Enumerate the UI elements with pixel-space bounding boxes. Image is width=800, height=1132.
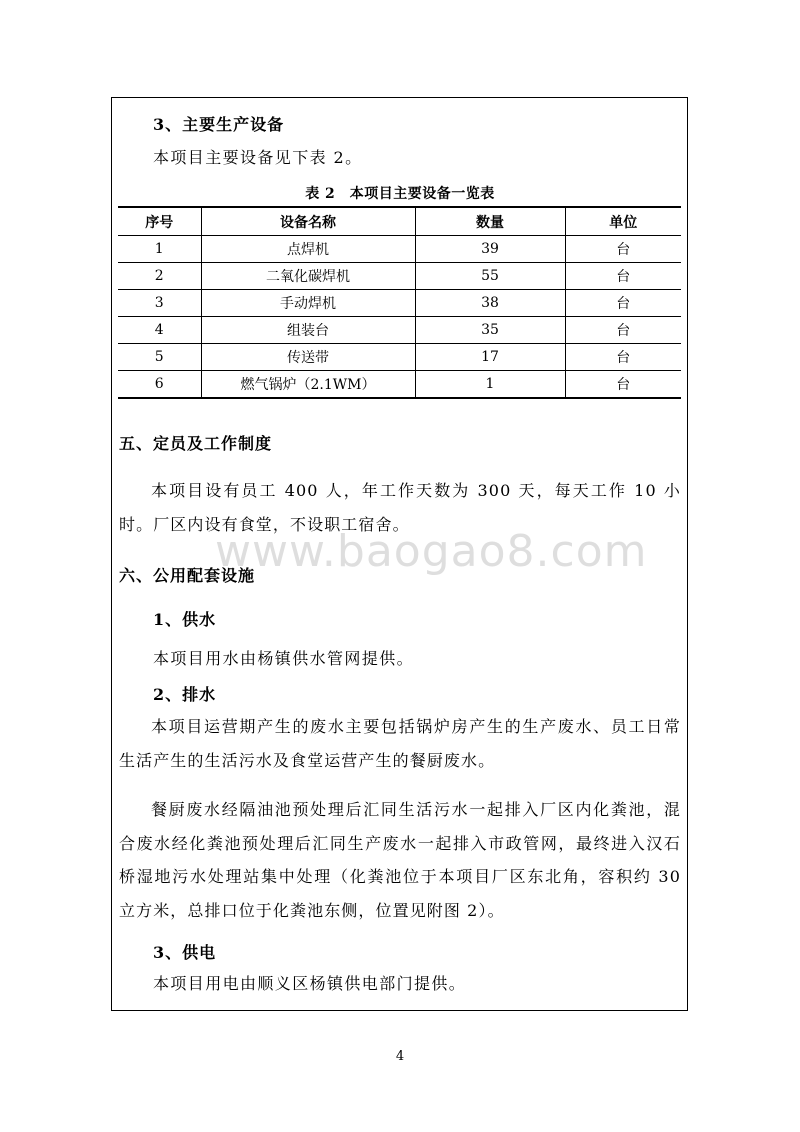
cell-unit: 台: [565, 317, 681, 344]
section3-heading: 3、主要生产设备: [153, 115, 285, 134]
table-header-row: [118, 207, 681, 236]
watermark-text: www.baogao8.com: [215, 526, 648, 577]
table-caption: 表 2 本项目主要设备一览表: [305, 186, 495, 202]
cell-index: 5: [154, 349, 164, 365]
cell-index: 2: [154, 268, 164, 284]
cell-index: 6: [154, 376, 164, 392]
cell-quantity: 38: [415, 290, 565, 317]
cell-unit: 台: [565, 236, 681, 263]
cell-quantity: 1: [415, 371, 565, 399]
col-header-unit: 单位: [565, 207, 681, 236]
cell-quantity: 17: [415, 344, 565, 371]
cell-index: 4: [154, 322, 164, 338]
cell-name: 二氧化碳焊机: [201, 263, 415, 290]
cell-quantity: 35: [415, 317, 565, 344]
equipment-table: [118, 206, 681, 399]
cell-name: 传送带: [201, 344, 415, 371]
section5-heading: 五、定员及工作制度: [119, 434, 273, 453]
drainage-paragraph-1: 本项目运营期产生的废水主要包括锅炉房产生的生产废水、员工日常生活产生的生活污水及食堂运营产生的餐厨废水。: [119, 717, 681, 770]
table-row: [118, 317, 681, 344]
col-header-index: 序号: [145, 214, 174, 231]
section5-paragraph: 本项目设有员工 400 人，年工作天数为 300 天，每天工作 10 小时。厂区内设有食堂，不设职工宿舍。: [119, 481, 681, 534]
cell-unit: 台: [565, 371, 681, 399]
col-header-quantity: 数量: [415, 207, 565, 236]
cell-name: 手动焊机: [201, 290, 415, 317]
cell-index: 1: [154, 241, 164, 257]
cell-name: 组装台: [201, 317, 415, 344]
power-text: 本项目用电由顺义区杨镇供电部门提供。: [153, 974, 467, 993]
power-heading: 3、供电: [153, 943, 217, 962]
cell-unit: 台: [565, 263, 681, 290]
table-row: [118, 344, 681, 371]
cell-unit: 台: [565, 290, 681, 317]
cell-unit: 台: [565, 344, 681, 371]
cell-quantity: 55: [415, 263, 565, 290]
col-header-name: 设备名称: [201, 207, 415, 236]
table-row: [118, 371, 681, 399]
drainage-paragraph-2: 餐厨废水经隔油池预处理后汇同生活污水一起排入厂区内化粪池，混合废水经化粪池预处理后汇同生产废水一起排入市政管网，最终进入汉石桥湿地污水处理站集中处理（化粪池位于本项目厂区东北角，容积约 30 立方米，总排口位于化粪池东侧，位置见附图 2）。: [119, 800, 681, 920]
water-supply-text: 本项目用水由杨镇供水管网提供。: [153, 649, 415, 668]
section6-heading: 六、公用配套设施: [119, 566, 256, 585]
cell-name: 燃气锅炉（2.1WM）: [201, 371, 415, 399]
page-number: 4: [395, 1049, 405, 1064]
table-row: [118, 263, 681, 290]
cell-index: 3: [154, 295, 164, 311]
section3-intro: 本项目主要设备见下表 2。: [153, 148, 363, 167]
table-row: [118, 236, 681, 263]
water-supply-heading: 1、供水: [153, 610, 217, 629]
table-row: [118, 290, 681, 317]
cell-quantity: 39: [415, 236, 565, 263]
cell-name: 点焊机: [201, 236, 415, 263]
drainage-heading: 2、排水: [153, 685, 217, 704]
